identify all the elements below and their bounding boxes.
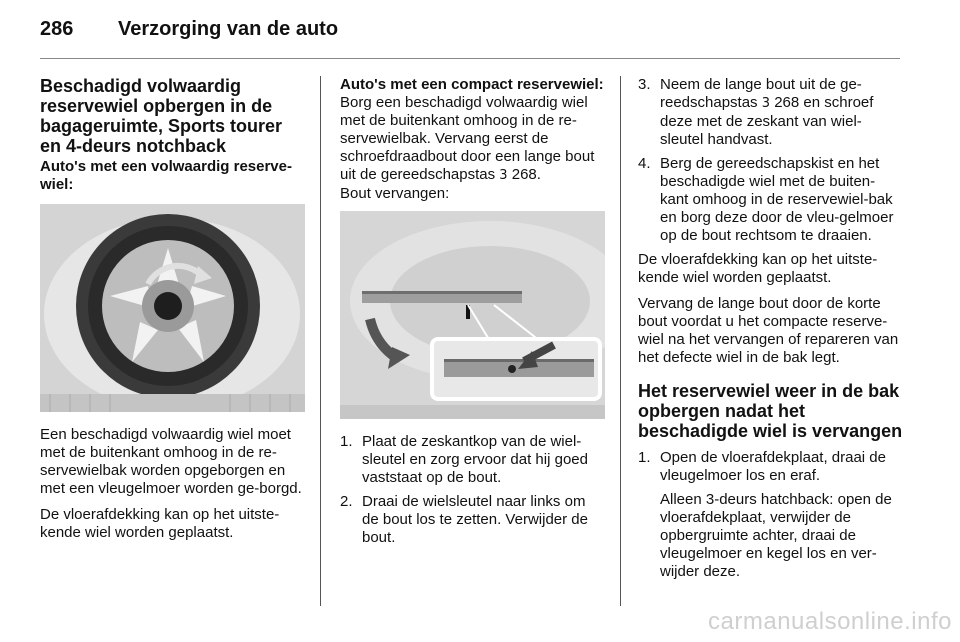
cross-reference-icon: 3	[499, 168, 508, 183]
column-divider	[320, 76, 321, 606]
spare-wheel-figure	[40, 204, 305, 412]
page-header	[40, 18, 900, 58]
page-number: 286	[40, 18, 74, 40]
paragraph: Vervang de lange bout door de korte bout voordat u het compacte reserve-wiel na het vervangen of repareren van het defecte wiel in de bak legt.	[638, 295, 899, 366]
subheading: Auto's met een compact reservewiel:	[340, 76, 604, 93]
section-heading: Beschadigd volwaardig reservewiel opbergen in de bagageruimte, Sports tourer en 4-deurs notchback	[40, 76, 283, 156]
list-item: 1. Open de vloerafdekplaat, draai de vleugelmoer los en eraf. Alleen 3-deurs hatchback: open de vloerafdekplaat, verwijder de opbergruimte achter, draai de vleugelmoer en kegel los en ver-wijder deze.	[638, 449, 892, 580]
list-item: 3. Neem de lange bout uit de ge-reedschapstas 3 268 en schroef deze met de zeskant van wiel-sleutel handvast.	[638, 76, 874, 148]
page-title: Verzorging van de auto	[118, 18, 339, 40]
bolt-illustration	[340, 211, 605, 419]
column-2	[340, 76, 605, 553]
paragraph: Een beschadigd volwaardig wiel moet met de buitenkant omhoog in de re-servewielbak worden opgeborgen en met een vleugelmoer worden ge-borgd.	[40, 426, 302, 497]
bolt-figure	[340, 211, 605, 419]
column-3	[638, 76, 903, 587]
wheel-illustration	[40, 204, 305, 412]
paragraph: Borg een beschadigd volwaardig wiel met de buitenkant omhoog in de re-servewielbak. Vervang eerst de schroefdraadbout door een lange bout uit de gereedschapstas 3 268. Bout vervangen:	[340, 94, 595, 202]
subheading: Auto's met een volwaardig reserve-wiel:	[40, 158, 292, 193]
steps-list	[638, 76, 903, 245]
steps-list	[340, 433, 605, 547]
paragraph: De vloerafdekking kan op het uitste-kende wiel worden geplaatst.	[638, 251, 878, 286]
header-divider	[40, 58, 900, 59]
watermark: carmanualsonline.info	[708, 608, 952, 635]
list-item: 4. Berg de gereedschapskist en het beschadigde wiel met de buiten-kant omhoog in de reservewiel-bak en borg deze door de vleu-gelmoer op de bout rechtsom te draaien.	[638, 155, 894, 244]
paragraph: De vloerafdekking kan op het uitste-kende wiel worden geplaatst.	[40, 506, 280, 541]
section-heading: Het reservewiel weer in de bak opbergen nadat het beschadigde wiel is vervangen	[638, 381, 903, 441]
list-item: 2. Draai de wielsleutel naar links om de bout los te zetten. Verwijder de bout.	[340, 493, 588, 546]
column-1	[40, 76, 305, 550]
cross-reference-icon: 3	[761, 96, 771, 111]
column-divider	[620, 76, 621, 606]
list-item: 1. Plaat de zeskantkop van de wiel-sleutel en zorg ervoor dat hij goed vaststaat op de bout.	[340, 433, 588, 486]
steps-list	[638, 449, 903, 581]
